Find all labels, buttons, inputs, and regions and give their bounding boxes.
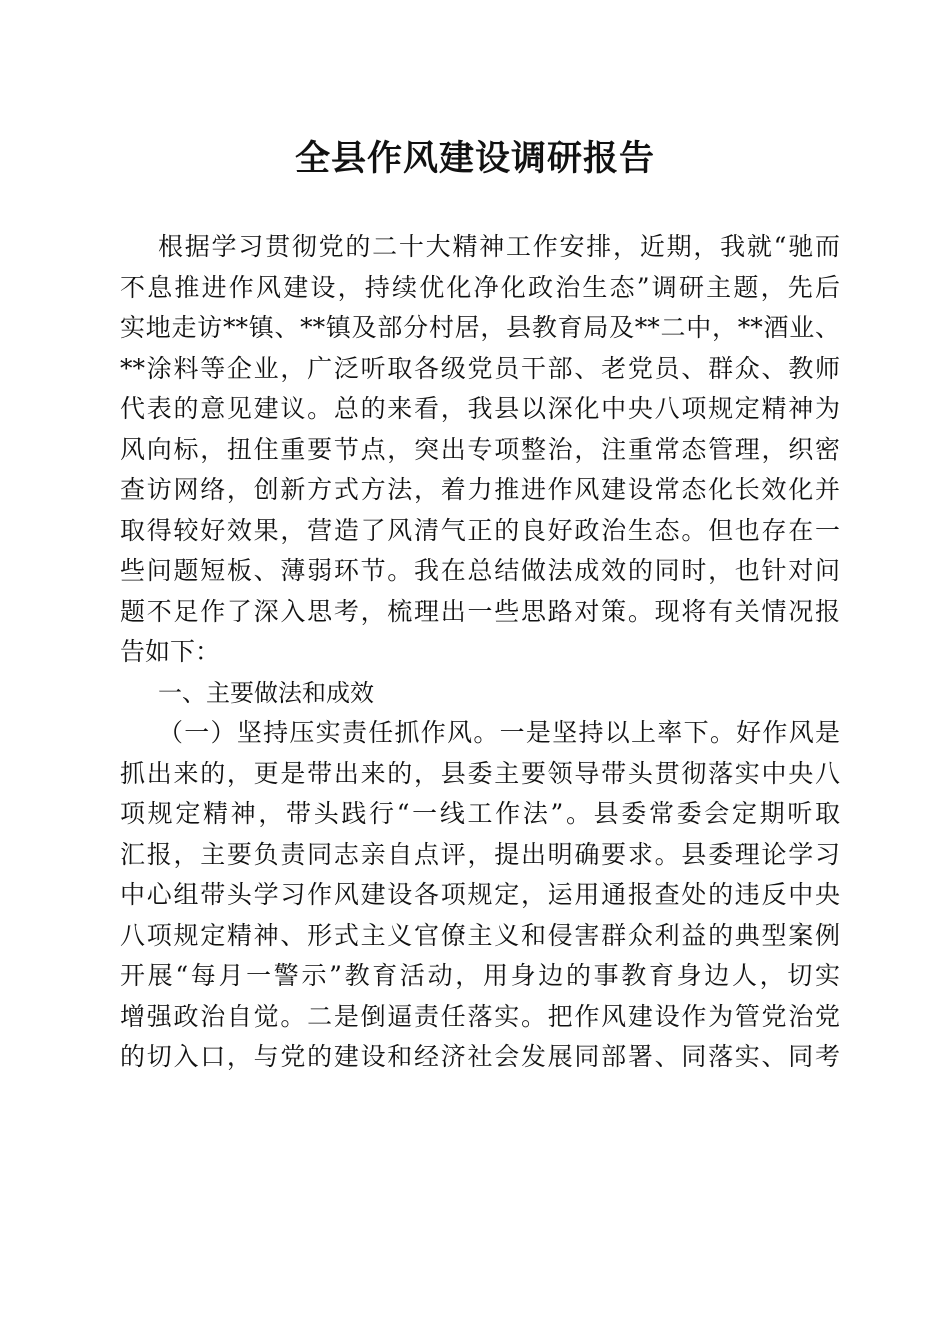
paragraph-line: 汇报，主要负责同志亲自点评，提出明确要求。县委理论学习	[120, 839, 840, 869]
paragraph-line: 些问题短板、薄弱环节。我在总结做法成效的同时，也针对问	[120, 556, 840, 585]
paragraph-line: （一）坚持压实责任抓作风。一是坚持以上率下。好作风是	[158, 718, 840, 747]
paragraph-line: 开展“每月一警示”教育活动，用身边的事教育身边人，切实	[120, 961, 840, 990]
paragraph-line: 增强政治自觉。二是倒逼责任落实。把作风建设作为管党治党	[120, 1001, 840, 1031]
paragraph-line: 抓出来的，更是带出来的，县委主要领导带头贯彻落实中央八	[120, 758, 840, 788]
paragraph-line: 代表的意见建议。总的来看，我县以深化中央八项规定精神为	[120, 394, 840, 423]
paragraph-line: 不息推进作风建设，持续优化净化政治生态”调研主题，先后	[120, 272, 840, 302]
document-body	[120, 227, 840, 1078]
section-heading: 一、主要做法和成效	[158, 678, 374, 707]
paragraph-line: 取得较好效果，营造了风清气正的良好政治生态。但也存在一	[120, 515, 840, 545]
paragraph-line: 题不足作了深入思考，梳理出一些思路对策。现将有关情况报	[120, 596, 840, 626]
paragraph-line: **涂料等企业，广泛听取各级党员干部、老党员、群众、教师	[120, 353, 840, 383]
paragraph-line: 中心组带头学习作风建设各项规定，运用通报查处的违反中央	[120, 880, 840, 909]
paragraph-line: 项规定精神，带头践行“一线工作法”。县委常委会定期听取	[120, 799, 840, 828]
paragraph-line: 的切入口，与党的建设和经济社会发展同部署、同落实、同考	[120, 1042, 840, 1071]
paragraph-line: 八项规定精神、形式主义官僚主义和侵害群众利益的典型案例	[120, 920, 840, 950]
paragraph-line: 风向标，扭住重要节点，突出专项整治，注重常态管理，织密	[120, 434, 840, 464]
paragraph-line: 根据学习贯彻党的二十大精神工作安排，近期，我就“驰而	[158, 232, 840, 261]
paragraph-line: 告如下：	[120, 637, 221, 666]
document-title: 全县作风建设调研报告	[294, 138, 655, 179]
paragraph-line: 查访网络，创新方式方法，着力推进作风建设常态化长效化并	[120, 475, 840, 504]
paragraph-line: 实地走访**镇、**镇及部分村居，县教育局及**二中，**酒业、	[120, 313, 840, 342]
